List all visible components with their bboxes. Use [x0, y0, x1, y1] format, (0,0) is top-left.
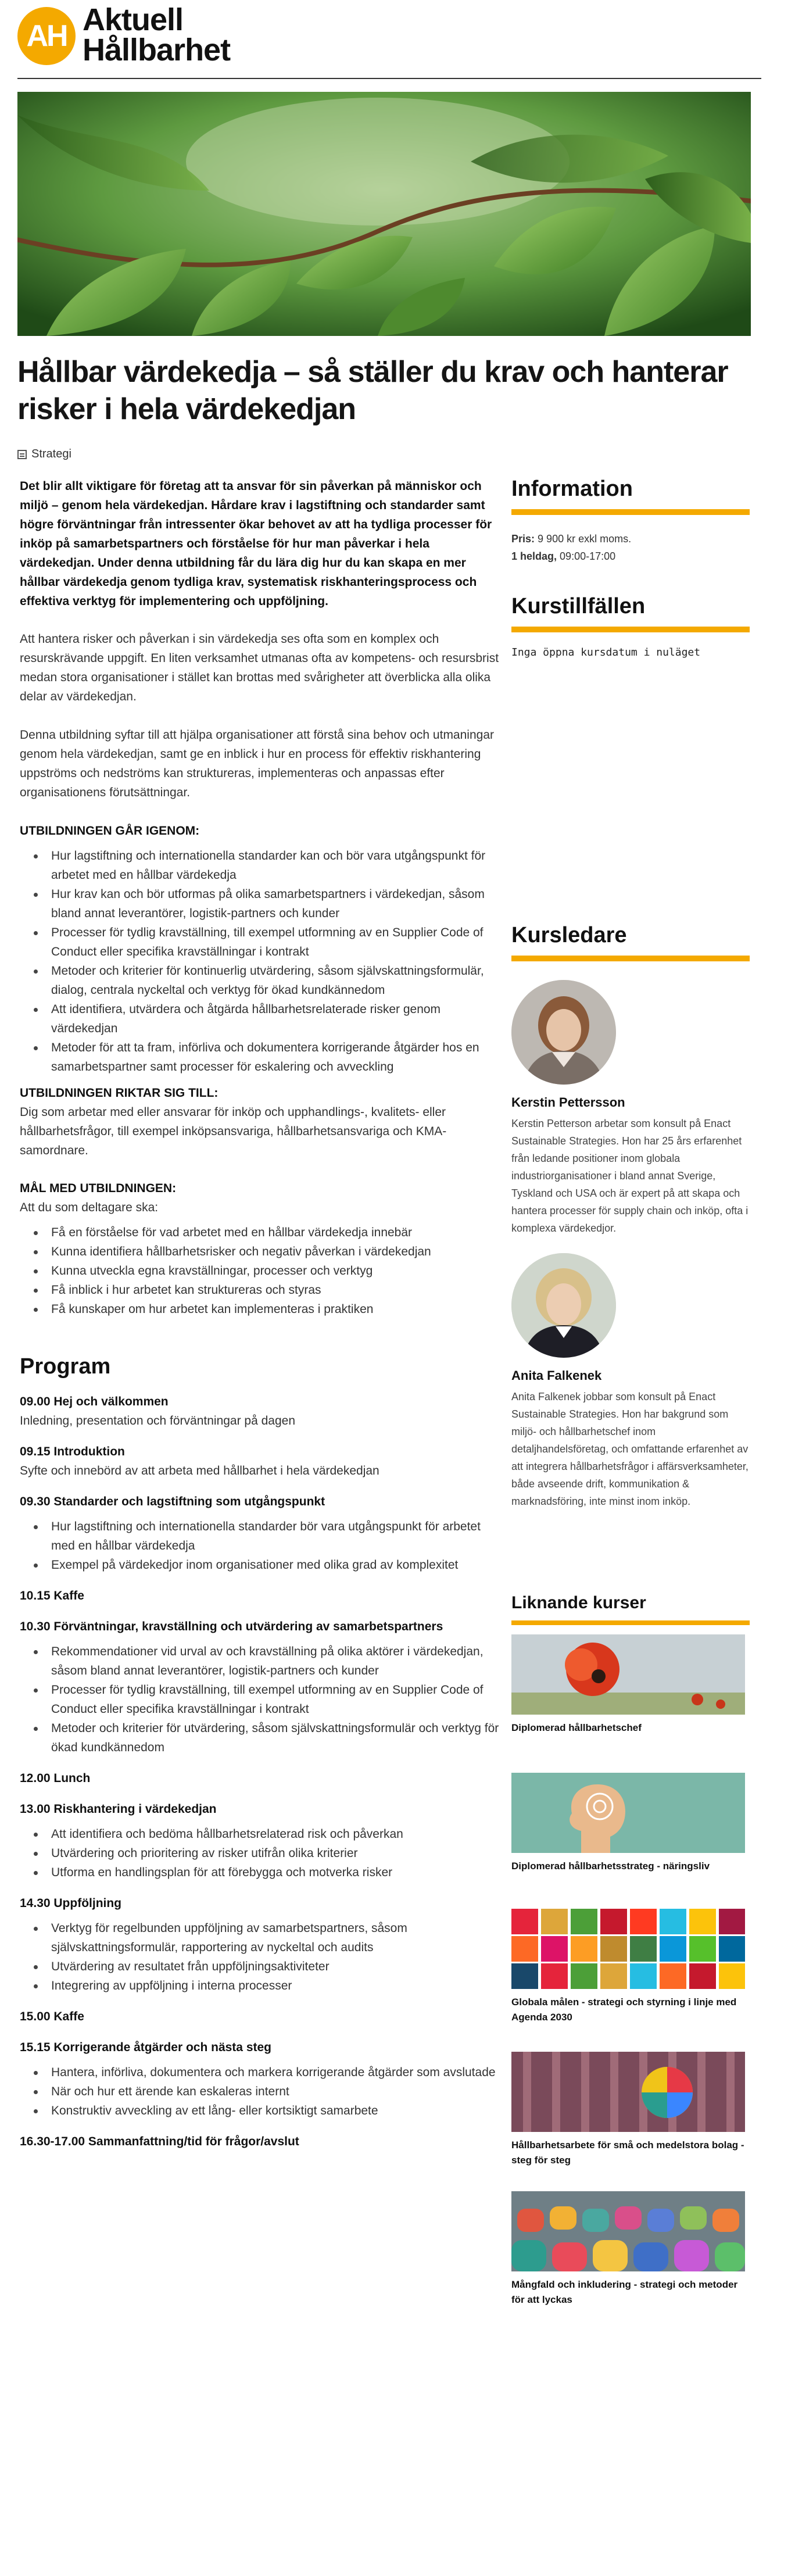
list-item: Kunna identifiera hållbarhetsrisker och negativ påverkan i värdekedjan [20, 1242, 507, 1261]
related-course-title[interactable]: Diplomerad hållbarhetsstrateg - näringsliv [511, 1861, 710, 1872]
program-bullets [20, 1642, 507, 1757]
program-item [20, 1442, 507, 1480]
list-item: Kunna utveckla egna kravställningar, processer och verktyg [20, 1261, 507, 1280]
list-item: Metoder för att ta fram, införliva och dokumentera korrigerande åtgärder hos en samarbetspartner samt processer för eskalering och avveckling [20, 1038, 507, 1076]
article-title: Hållbar värdekedja – så ställer du krav och hanterar risker i hela värdekedjan [17, 355, 728, 426]
tag-icon [17, 450, 27, 459]
list-item: Processer för tydlig kravställning, till exempel utformning av en Supplier Code of Conduct eller specifika kravställningar i kontrakt [20, 1680, 507, 1719]
list-item: Utforma en handlingsplan för att förebygga och motverka risker [20, 1863, 507, 1882]
thumbnail[interactable] [511, 2052, 745, 2132]
list-item: Integrering av uppföljning i interna processer [20, 1976, 507, 1995]
logo-line-2: Hållbarhet [83, 33, 231, 67]
program-heading: Program [20, 1354, 111, 1379]
category-link[interactable] [17, 448, 71, 461]
leader-card [511, 980, 750, 1237]
hero-image [17, 92, 751, 336]
related-course-title[interactable]: Hållbarhetsarbete för små och medelstora bolag - steg för steg [511, 2139, 744, 2166]
related-course-title[interactable]: Mångfald och inkludering - strategi och metoder för att lyckas [511, 2279, 738, 2305]
goals-intro: Att du som deltagare ska: [20, 1201, 159, 1214]
info-panel [511, 475, 750, 565]
list-item: Konstruktiv avveckling av ett lång- eller kortsiktigt samarbete [20, 2101, 507, 2120]
list-item: När och hur ett ärende kan eskaleras internt [20, 2082, 507, 2101]
colorful-chairs-image [511, 2191, 745, 2271]
program-time: 12.00 Lunch [20, 1772, 91, 1785]
list-item: Processer för tydlig kravställning, till exempel utformning av en Supplier Code of Conduct eller specifika kravställningar i kontrakt [20, 923, 507, 961]
no-dates-message: Inga öppna kursdatum i nuläget [511, 646, 701, 659]
duration-value: 09:00-17:00 [560, 550, 616, 562]
covers-list [20, 846, 507, 1076]
sdg-grid-image [511, 1909, 745, 1989]
list-item: Hantera, införliva, dokumentera och markera korrigerande åtgärder som avslutade [20, 2063, 507, 2082]
program-bullets [20, 1517, 507, 1575]
program-time: 10.15 Kaffe [20, 1589, 84, 1602]
list-item: Att identifiera och bedöma hållbarhetsrelaterad risk och påverkan [20, 1824, 507, 1844]
duration-line [511, 548, 750, 565]
program-item [20, 1492, 507, 1575]
list-item: Få inblick i hur arbetet kan struktureras och styras [20, 1280, 507, 1300]
program-bullets [20, 1824, 507, 1882]
program-item [20, 1586, 507, 1605]
audience-heading: UTBILDNINGEN RIKTAR SIG TILL: [20, 1086, 219, 1100]
program-bullets [20, 2063, 507, 2120]
price-value: 9 900 kr exkl moms. [538, 533, 632, 545]
list-item: Hur krav kan och bör utformas på olika samarbetspartners i värdekedjan, såsom bland annat leverantörer, logistik-partners och kunder [20, 885, 507, 923]
list-item: Metoder och kriterier för utvärdering, såsom självskattningsformulär och verktyg för ökad kundkännedom [20, 1719, 507, 1757]
program-item [20, 1769, 507, 1788]
leaders-panel [511, 922, 750, 1510]
program-item [20, 2132, 507, 2151]
program-time: 13.00 Riskhantering i värdekedjan [20, 1802, 217, 1816]
related-heading: Liknande kurser [511, 1591, 750, 1625]
list-item: Metoder och kriterier för kontinuerlig utvärdering, såsom självskattningsformulär, dialog, centrala nyckeltal och verktyg för ökad kundkännedom [20, 961, 507, 1000]
list-item: Exempel på värdekedjor inom organisationer med olika grad av komplexitet [20, 1555, 507, 1575]
logo-badge[interactable]: AH [17, 7, 76, 65]
info-heading: Information [511, 475, 750, 515]
program-item [20, 1392, 507, 1430]
related-panel [511, 1591, 750, 2307]
intro-paragraph-2: Denna utbildning syftar till att hjälpa organisationer att förstå sina behov och utmaningar genom hela värdekedjan, samt ge en inblick i hur en process för effektiv riskhantering uppströms och nedströms kan struktureras, implementeras och anpassas efter organisationens förutsättningar. [20, 728, 494, 799]
list-item: Få en förståelse för vad arbetet med en hållbar värdekedja innebär [20, 1223, 507, 1242]
covers-heading: UTBILDNINGEN GÅR IGENOM: [20, 824, 200, 838]
program-item [20, 2007, 507, 2026]
program-time: 15.00 Kaffe [20, 2010, 84, 2023]
leader-name: Kerstin Pettersson [511, 1095, 625, 1110]
thumbnail[interactable] [511, 1634, 745, 1715]
audience-text: Dig som arbetar med eller ansvarar för inköp och upphandlings-, kvalitets- eller hållbarhetsfrågor, till exempel inköpsansvariga, hållbarhetsansvariga och KMA-samordnare. [20, 1105, 447, 1157]
program-time: 09.00 Hej och välkommen [20, 1395, 169, 1408]
related-course-card[interactable] [511, 1909, 750, 2025]
related-course-card[interactable] [511, 1634, 750, 1736]
list-item: Verktyg för regelbunden uppföljning av samarbetspartners, såsom självskattningsformulär, rapportering av nyckeltal och audits [20, 1919, 507, 1957]
color-wheel-image [511, 2052, 745, 2132]
goals-heading: MÅL MED UTBILDNINGEN: [20, 1182, 177, 1195]
program-time: 16.30-17.00 Sammanfattning/tid för frågor/avslut [20, 2135, 299, 2148]
program-item [20, 1894, 507, 1995]
program-text: Syfte och innebörd av att arbeta med hållbarhet i hela värdekedjan [20, 1464, 379, 1477]
leader-card [511, 1253, 750, 1510]
price-line [511, 530, 750, 548]
main-content [20, 477, 507, 2163]
duration-label: 1 heldag, [511, 550, 557, 562]
site-header [17, 0, 761, 79]
intro-paragraph-1: Att hantera risker och påverkan i sin värdekedja ses ofta som en komplex och resurskrävande uppgift. En liten verksamhet utmanas ofta av kompetens- och resursbrist medan stora organisationer i stället kan brottas med svårigheter att överblicka alla olika delar av värdekedjan. [20, 632, 499, 703]
list-item: Att identifiera, utvärdera och åtgärda hållbarhetsrelaterade risker genom värdekedjan [20, 1000, 507, 1038]
program-bullets [20, 1919, 507, 1995]
list-item: Rekommendationer vid urval av och kravställning på olika aktörer i värdekedjan, såsom bland annat leverantörer, logistik-partners och kunder [20, 1642, 507, 1680]
related-course-title[interactable]: Diplomerad hållbarhetschef [511, 1722, 642, 1733]
avatar [511, 1253, 616, 1358]
portrait-anita [511, 1253, 616, 1358]
list-item: Få kunskaper om hur arbetet kan implementeras i praktiken [20, 1300, 507, 1319]
list-item: Utvärdering och prioritering av risker utifrån olika kriterier [20, 1844, 507, 1863]
dates-panel [511, 593, 750, 659]
program-item [20, 1799, 507, 1882]
leader-bio: Kerstin Petterson arbetar som konsult på Enact Sustainable Strategies. Hon har 25 års erfarenhet från ledande positioner inom globala industriorganisationer i bland annat Sverige, Tyskland och USA och är expert på att skapa och hantera processer för supply chain och inköp, ofta i komplexa värdekedjor. [511, 1118, 749, 1234]
program-text: Inledning, presentation och förväntningar på dagen [20, 1414, 296, 1427]
thumbnail[interactable] [511, 1773, 745, 1853]
related-course-card[interactable] [511, 1773, 750, 1874]
leaf-illustration [17, 92, 751, 336]
leader-name: Anita Falkenek [511, 1368, 602, 1383]
thumbnail[interactable] [511, 1909, 745, 1989]
logo-wordmark[interactable] [83, 2, 231, 67]
poppy-image [511, 1634, 745, 1715]
leaders-heading: Kursledare [511, 922, 750, 961]
strategy-head-image [511, 1773, 745, 1853]
goals-list [20, 1223, 507, 1319]
related-course-title[interactable]: Globala målen - strategi och styrning i linje med Agenda 2030 [511, 1997, 737, 2023]
list-item: Utvärdering av resultatet från uppföljningsaktiviteter [20, 1957, 507, 1976]
leader-bio: Anita Falkenek jobbar som konsult på Enact Sustainable Strategies. Hon har bakgrund som miljö- och hållbarhetschef inom detaljhandelsföretag, och omfattande erfarenhet av att integrera hållbarhetsfrågor i affärsverksamheter, både avseende drift, kommunikation & marknadsföring, inte minst inom inköp. [511, 1391, 749, 1507]
portrait-kerstin [511, 980, 616, 1085]
program-item [20, 2038, 507, 2120]
price-label: Pris: [511, 533, 535, 545]
thumbnail[interactable] [511, 2191, 745, 2271]
list-item: Hur lagstiftning och internationella standarder bör vara utgångspunkt för arbetet med en hållbar värdekedja [20, 1517, 507, 1555]
program-time: 09.15 Introduktion [20, 1445, 125, 1458]
lead-paragraph: Det blir allt viktigare för företag att ta ansvar för sin påverkan på människor och miljö – genom hela värdekedjan. Hårdare krav i lagstiftning och standarder samt högre förväntningar från intressenter ökar behovet av att ha tydliga processer för inköp på samarbetspartners och förståelse för hur man påverkar i hela värdekedjan. Under denna utbildning får du lära dig hur du kan skapa en mer hållbar värdekedja genom tydliga krav, systematisk riskhanteringsprocess och effektiva verktyg för implementering och uppföljning. [20, 480, 492, 608]
related-course-card[interactable] [511, 2191, 750, 2307]
related-course-card[interactable] [511, 2052, 750, 2168]
program-time: 15.15 Korrigerande åtgärder och nästa steg [20, 2041, 271, 2054]
program-item [20, 1617, 507, 1757]
program-time: 10.30 Förväntningar, kravställning och utvärdering av samarbetspartners [20, 1620, 443, 1633]
program-time: 14.30 Uppföljning [20, 1897, 122, 1910]
program-time: 09.30 Standarder och lagstiftning som utgångspunkt [20, 1495, 325, 1508]
logo-line-1: Aktuell [83, 2, 184, 37]
avatar [511, 980, 616, 1085]
dates-heading: Kurstillfällen [511, 593, 750, 632]
list-item: Hur lagstiftning och internationella standarder kan och bör vara utgångspunkt för arbetet med en hållbar värdekedja [20, 846, 507, 885]
category-label: Strategi [31, 448, 71, 460]
